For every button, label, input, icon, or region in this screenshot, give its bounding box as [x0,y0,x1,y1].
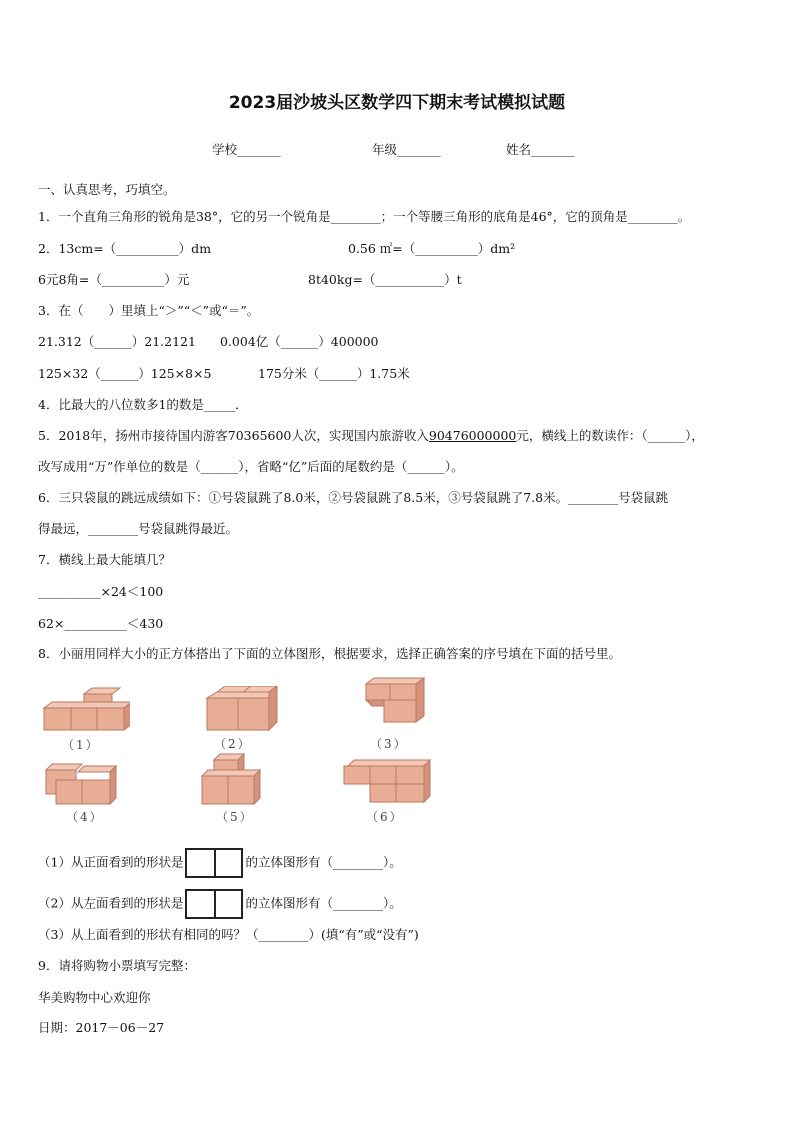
q8-part1-post: 的立体图形有（________）。 [245,854,402,870]
grade-field: 年级_______ [372,142,441,157]
question-5-number: 90476000000 [428,428,517,443]
cube-figure-1 [40,686,130,731]
question-2a: 2．13cm=（__________）dm [38,241,212,256]
question-2d: 8t40kg=（___________）t [308,272,462,287]
question-7-stem: 7．横线上最大能填几？ [38,552,171,567]
question-3-stem: 3．在（ ）里填上“＞”“＜”或“＝”。 [38,303,260,318]
name-field: 姓名_______ [506,142,575,157]
school-field: 学校_______ [212,142,281,157]
question-5-line1 [38,428,704,444]
figure-6-caption: （6） [366,810,404,824]
question-5-post: 元，横线上的数读作：（______）， [516,428,704,443]
question-3a: 21.312（______）21.2121 [38,334,196,349]
q8-part2-post: 的立体图形有（________）。 [245,895,402,911]
question-7b: 62×__________＜430 [38,616,164,631]
cube-figure-3 [360,676,430,732]
question-3d: 175分米（______）1.75米 [258,366,410,381]
question-7a: __________×24＜100 [38,584,164,599]
figure-2-caption: （2） [214,737,252,751]
section-heading: 一、认真思考，巧填空。 [38,182,176,197]
question-6-line1: 6．三只袋鼠的跳远成绩如下：①号袋鼠跳了8.0米，②号袋鼠跳了8.5米，③号袋鼠跳了7.8米。________号袋鼠跳 [38,490,669,505]
question-5-pre: 5．2018年，扬州市接待国内游客70365600人次，实现国内旅游收入 [38,428,429,443]
cube-figure-2 [203,686,283,732]
figure-5-caption: （5） [216,810,254,824]
question-8-part2 [38,889,402,919]
question-3c: 125×32（______）125×8×5 [38,366,212,381]
q8-part1-pre: （1）从正面看到的形状是 [38,854,184,870]
figure-1-caption: （1） [62,738,100,752]
question-6-line2: 得最远，________号袋鼠跳得最近。 [38,521,239,536]
receipt-date: 日期：2017－06－27 [38,1020,165,1035]
question-1: 1．一个直角三角形的锐角是38°，它的另一个锐角是________；一个等腰三角形的底角是46°，它的顶角是________。 [38,209,691,224]
figure-3-caption: （3） [370,737,408,751]
two-square-left-view [185,889,243,919]
question-8-part1 [38,848,402,878]
receipt-store-name: 华美购物中心欢迎你 [38,990,151,1005]
q8-part2-pre: （2）从左面看到的形状是 [38,895,184,911]
question-3b: 0.004亿（______）400000 [220,334,379,349]
question-5-line2: 改写成用“万”作单位的数是（______），省略“亿”后面的尾数约是（______）。 [38,459,464,474]
page-title: 2023届沙坡头区数学四下期末考试模拟试题 [228,93,566,113]
question-4: 4．比最大的八位数多1的数是_____． [38,397,248,412]
question-9-stem: 9．请将购物小票填写完整： [38,958,196,973]
cube-figure-4 [42,760,122,808]
question-8-part3: （3）从上面看到的形状有相同的吗？（________）(填“有”或“没有”) [38,927,419,942]
two-square-front-view [185,848,243,878]
cube-figure-5 [198,752,266,808]
question-2c: 6元8角=（__________）元 [38,272,190,287]
cube-figure-6 [340,756,436,808]
figure-4-caption: （4） [66,810,104,824]
question-8-stem: 8．小丽用同样大小的正方体搭出了下面的立体图形，根据要求，选择正确答案的序号填在下面的括号里。 [38,646,621,661]
question-2b: 0.56 ㎡=（__________）dm² [348,241,516,256]
